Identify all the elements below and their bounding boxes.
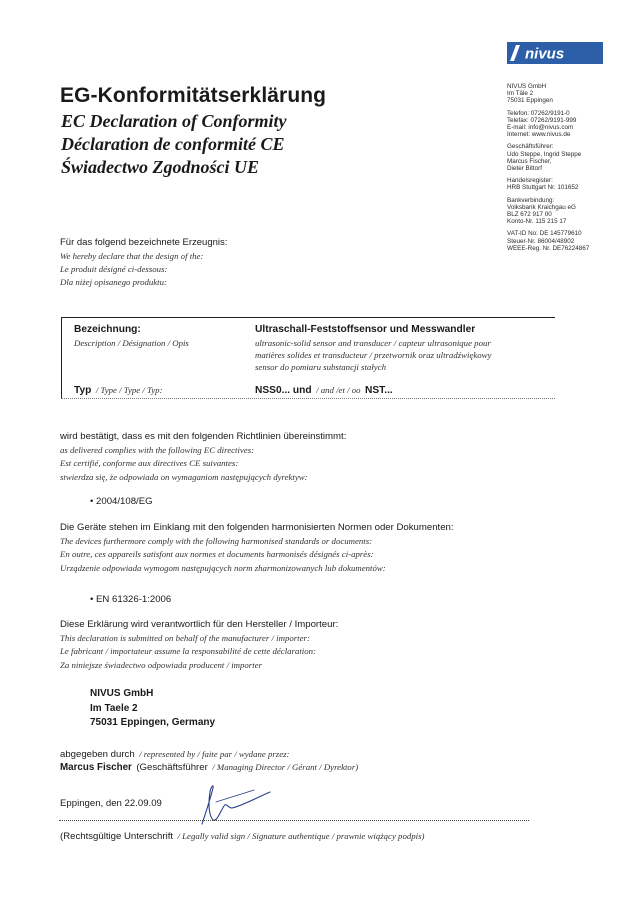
sidebar-line: Telefon: 07262/9191-0	[507, 109, 570, 117]
sidebar-line: Dieter Bittorf	[507, 165, 542, 173]
harmonised-fr: En outre, ces appareils satisfont aux normes et documents harmonisés désignés ci-après:	[60, 549, 374, 559]
confirm-en: as delivered complies with the following EC directives:	[60, 445, 255, 455]
directive-item: • 2004/108/EG	[90, 496, 153, 507]
place-date: Eppingen, den 22.09.09	[60, 798, 162, 809]
signature-label-de: (Rechtsgültige Unterschrift	[60, 831, 174, 842]
sidebar-line: Steuer-Nr. 86004/48902	[507, 237, 575, 245]
sidebar-line: NIVUS GmbH	[507, 83, 547, 90]
sidebar-line: Bankverbindung:	[507, 196, 555, 204]
company-bank	[507, 197, 627, 226]
responsible-fr: Le fabricant / importateur assume la responsabilité de cette déclaration:	[60, 646, 316, 656]
logo-text: nivus	[525, 45, 565, 63]
type-label-sub: / Type / Type / Typ:	[95, 385, 163, 395]
signer-name: Marcus Fischer	[60, 762, 132, 773]
sidebar-line: HRB Stuttgart Nr. 101652	[507, 184, 579, 192]
title-de: EG-Konformitätserklärung	[60, 84, 327, 107]
designation-value-sub-3: sensor do pomiaru substancji stałych	[255, 362, 386, 372]
signature-line	[59, 820, 529, 821]
type-value-b: / and /et / oo	[316, 385, 361, 395]
sidebar-line: Marcus Fischer,	[507, 157, 552, 165]
designation-value: Ultraschall-Feststoffsensor und Messwandler	[255, 324, 476, 335]
sidebar-line: Udo Steppe, Ingrid Steppe	[507, 150, 582, 158]
sidebar-line: WEEE-Reg. Nr. DE76224867	[507, 244, 590, 252]
signer-role-de: (Geschäftsführer	[136, 762, 208, 773]
product-box-bottom-border	[61, 398, 555, 399]
company-ids	[507, 230, 627, 252]
responsible-pl: Za niniejsze świadectwo odpowiada producent / importer	[60, 660, 262, 670]
sidebar-line: Konto-Nr. 115 215 17	[507, 218, 567, 226]
intro-pl: Dla niżej opisanego produktu:	[60, 277, 167, 287]
intro-en: We hereby declare that the design of the:	[60, 251, 204, 261]
sidebar-line: Im Täle 2	[507, 90, 534, 98]
sidebar-line: E-mail: info@nivus.com	[507, 124, 574, 132]
intro-fr: Le produit désigné ci-dessous:	[60, 264, 168, 274]
title-pl: Świadectwo Zgodności UE	[61, 157, 260, 177]
designation-label-sub: Description / Désignation / Opis	[74, 338, 189, 348]
company-management	[507, 143, 627, 172]
manufacturer-street: Im Taele 2	[90, 703, 138, 714]
signature-label-sub: / Legally valid sign / Signature authentique / prawnie wiążący podpis)	[177, 831, 425, 841]
signer-role-sub: / Managing Director / Gérant / Dyrektor)	[212, 762, 359, 772]
confirm-fr: Est certifié, conforme aux directives CE suivantes:	[60, 458, 239, 468]
designation-value-sub-1: ultrasonic-solid sensor and transducer / capteur ultrasonique pour	[255, 338, 491, 348]
issued-by-de: abgegeben durch	[60, 749, 135, 760]
nivus-logo	[507, 42, 603, 64]
company-address	[507, 83, 627, 105]
responsible-en: This declaration is submitted on behalf of the manufacturer / importer:	[60, 633, 310, 643]
confirm-pl: stwierdza się, że odpowiada on wymaganiom następujących dyrektyw:	[60, 472, 308, 482]
sidebar-line: BLZ 672 917 00	[507, 211, 552, 219]
company-sidebar	[507, 83, 627, 257]
type-label: Typ	[74, 385, 92, 396]
manufacturer-city: 75031 Eppingen, Germany	[90, 717, 216, 728]
manufacturer-name: NIVUS GmbH	[90, 688, 154, 699]
type-value-row	[255, 380, 393, 398]
harmonised-pl: Urządzenie odpowiada wymogom następujących norm zharmonizowanych lub dokumentów:	[60, 563, 386, 573]
standard-item: • EN 61326-1:2006	[90, 594, 172, 605]
sidebar-line: Telefax: 07262/9191-999	[507, 116, 577, 124]
confirm-de: wird bestätigt, dass es mit den folgenden Richtlinien übereinstimmt:	[60, 431, 347, 442]
signer-row	[60, 757, 358, 775]
type-label-row	[74, 380, 163, 398]
sidebar-line: 75031 Eppingen	[507, 97, 553, 105]
designation-value-sub-2: matières solides et transducteur / przetwornik oraz ultradźwiękowy	[255, 350, 492, 360]
responsible-de: Diese Erklärung wird verantwortlich für den Hersteller / Importeur:	[60, 619, 339, 630]
signature-label-row	[60, 826, 424, 844]
harmonised-de: Die Geräte stehen im Einklang mit den folgenden harmonisierten Normen oder Dokumenten:	[60, 522, 454, 533]
sidebar-line: Volksbank Kraichgau eG	[507, 203, 576, 211]
issued-by-sub: / represented by / faite par / wydane przez:	[139, 749, 290, 759]
sidebar-line: Handelsregister:	[507, 177, 553, 185]
sidebar-line: Internet: www.nivus.de	[507, 131, 571, 139]
sidebar-line: VAT-ID No: DE 145779610	[507, 230, 582, 238]
product-box-top-border	[61, 317, 555, 318]
product-box-left-border	[61, 317, 62, 399]
title-fr: Déclaration de conformité CE	[61, 134, 285, 154]
company-register	[507, 177, 627, 191]
type-value-c: NST...	[365, 385, 393, 396]
title-en: EC Declaration of Conformity	[61, 111, 287, 131]
sidebar-line: Geschäftsführer:	[507, 143, 554, 151]
type-value-a: NSS0... und	[255, 385, 312, 396]
intro-de: Für das folgend bezeichnete Erzeugnis:	[60, 237, 228, 248]
designation-label: Bezeichnung:	[74, 324, 141, 335]
company-contact	[507, 110, 627, 139]
harmonised-en: The devices furthermore comply with the following harmonised standards or documents:	[60, 536, 373, 546]
